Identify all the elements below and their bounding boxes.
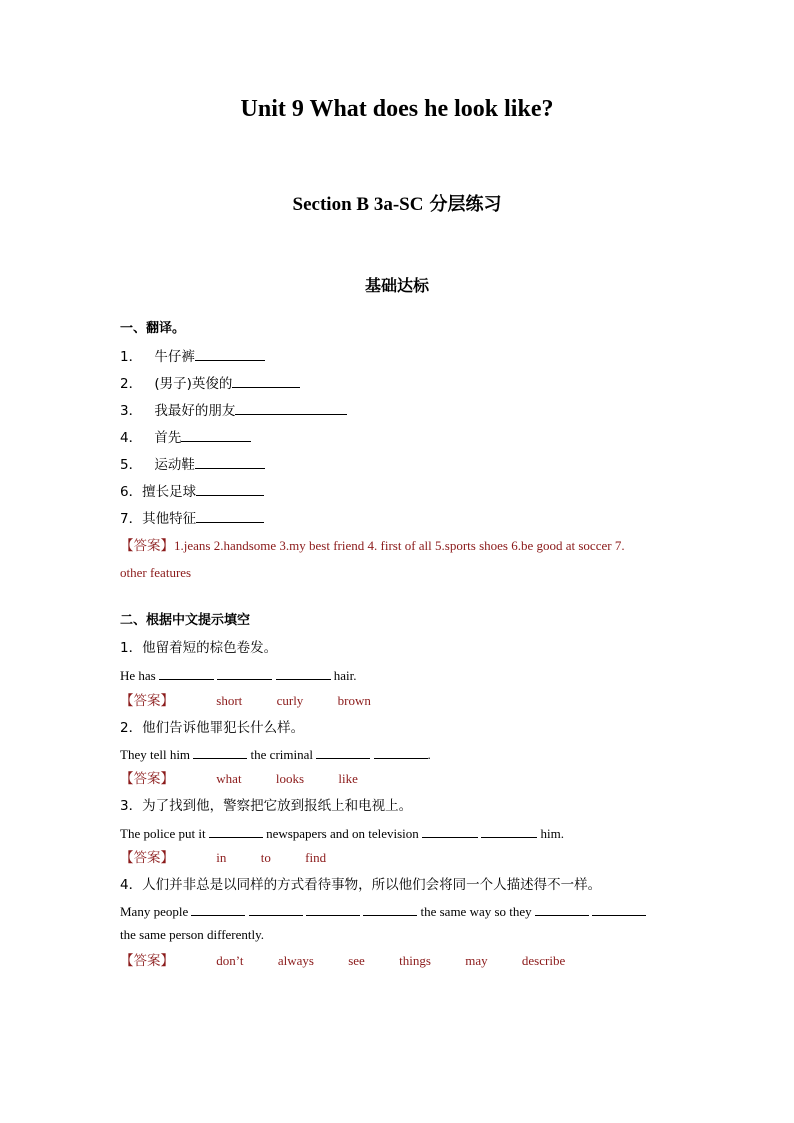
answer-word: find — [305, 850, 327, 865]
level-heading: 基础达标 — [364, 276, 429, 295]
item-number: 7． — [120, 511, 143, 527]
item-text: 牛仔裤 — [154, 349, 195, 365]
answer-blank[interactable] — [422, 824, 478, 838]
answer-label: 【答案】 — [120, 953, 174, 969]
answer-line — [120, 692, 371, 710]
answer-blank[interactable] — [191, 902, 245, 916]
answer-blank[interactable] — [195, 455, 265, 469]
answer-blank[interactable] — [196, 482, 264, 496]
part2-heading: 二、根据中文提示填空 — [120, 613, 251, 628]
question-cn: 1．他留着短的棕色卷发。 — [120, 640, 278, 656]
answer-label: 【答案】 — [120, 693, 174, 709]
subtitle-en: Section B 3a-SC — [292, 194, 424, 215]
sentence-part: hair. — [333, 668, 357, 683]
answer-blank[interactable] — [363, 902, 417, 916]
question-cn: 2．他们告诉他罪犯长什么样。 — [120, 720, 305, 736]
answer-blank[interactable] — [374, 745, 428, 759]
question-en — [120, 902, 646, 921]
sentence-part: Many people — [120, 904, 189, 919]
question-cn: 3．为了找到他，警察把它放到报纸上和电视上。 — [120, 798, 413, 814]
answer-word: see — [348, 953, 365, 968]
list-item — [120, 401, 347, 420]
section-subtitle — [0, 190, 794, 216]
item-text: 运动鞋 — [154, 457, 195, 473]
question-en — [120, 824, 564, 843]
answer-word: in — [216, 850, 227, 865]
answer-word: like — [338, 771, 358, 786]
answer-word: may — [465, 953, 488, 968]
answer-blank[interactable] — [249, 902, 303, 916]
sentence-part: the criminal — [250, 747, 313, 762]
answer-blank[interactable] — [316, 745, 370, 759]
question-en — [120, 666, 357, 685]
answer-word: things — [399, 953, 431, 968]
answer-line — [120, 849, 326, 867]
answer-word: short — [216, 693, 243, 708]
answer-word: looks — [275, 771, 305, 786]
answer-label: 【答案】 — [120, 538, 174, 554]
answer-line — [120, 564, 191, 582]
question-en-continued: the same person differently. — [120, 927, 265, 942]
answer-blank[interactable] — [159, 666, 214, 680]
answer-word: curly — [276, 693, 304, 708]
item-number: 6． — [120, 484, 143, 500]
answer-blank[interactable] — [217, 666, 272, 680]
subtitle-cn: 分层练习 — [429, 194, 502, 215]
answer-blank[interactable] — [196, 509, 264, 523]
answer-label: 【答案】 — [120, 850, 174, 866]
list-item — [120, 374, 300, 393]
list-item — [120, 347, 265, 366]
answer-word: don’t — [216, 953, 244, 968]
answer-word: what — [216, 771, 242, 786]
answer-line — [120, 537, 625, 555]
item-text: 首先 — [154, 430, 182, 446]
sentence-part: The police put it — [120, 826, 206, 841]
answer-blank[interactable] — [193, 745, 247, 759]
sentence-part: the same way so they — [420, 904, 532, 919]
item-number: 1． — [120, 349, 143, 365]
answer-blank[interactable] — [195, 347, 265, 361]
part1-heading: 一、翻译。 — [120, 321, 186, 336]
answer-blank[interactable] — [592, 902, 646, 916]
sentence-part: He has — [120, 668, 156, 683]
page-title: Unit 9 What does he look like? — [240, 96, 554, 122]
answer-blank[interactable] — [535, 902, 589, 916]
item-number: 5． — [120, 457, 143, 473]
question-cn: 4．人们并非总是以同样的方式看待事物，所以他们会将同一个人描述得不一样。 — [120, 877, 602, 893]
list-item — [120, 509, 264, 528]
answer-word: always — [277, 953, 314, 968]
item-text: 擅长足球 — [142, 484, 197, 500]
list-item — [120, 455, 265, 474]
answer-blank[interactable] — [232, 374, 300, 388]
answer-line — [120, 770, 358, 788]
sentence-part: newspapers and on television — [266, 826, 419, 841]
answer-word: brown — [337, 693, 371, 708]
answer-word: describe — [521, 953, 566, 968]
sentence-part: . — [427, 747, 431, 762]
answer-blank[interactable] — [481, 824, 537, 838]
answer-text: other features — [120, 565, 192, 580]
item-text: (男子)英俊的 — [154, 376, 233, 392]
item-text: 我最好的朋友 — [154, 403, 236, 419]
answer-word: to — [260, 850, 271, 865]
item-number: 2． — [120, 376, 143, 392]
answer-label: 【答案】 — [120, 771, 174, 787]
answer-blank[interactable] — [235, 401, 347, 415]
list-item — [120, 428, 251, 447]
answer-blank[interactable] — [276, 666, 331, 680]
item-number: 4． — [120, 430, 143, 446]
answer-line — [120, 952, 565, 970]
item-text: 其他特征 — [142, 511, 197, 527]
sentence-part: They tell him — [120, 747, 191, 762]
answer-text: 1.jeans 2.handsome 3.my best friend 4. first of all 5.sports shoes 6.be good at soccer 7. — [174, 538, 625, 553]
answer-blank[interactable] — [209, 824, 263, 838]
answer-blank[interactable] — [306, 902, 360, 916]
item-number: 3． — [120, 403, 143, 419]
sentence-part: him. — [540, 826, 565, 841]
answer-blank[interactable] — [181, 428, 251, 442]
question-en — [120, 745, 431, 764]
list-item — [120, 482, 264, 501]
